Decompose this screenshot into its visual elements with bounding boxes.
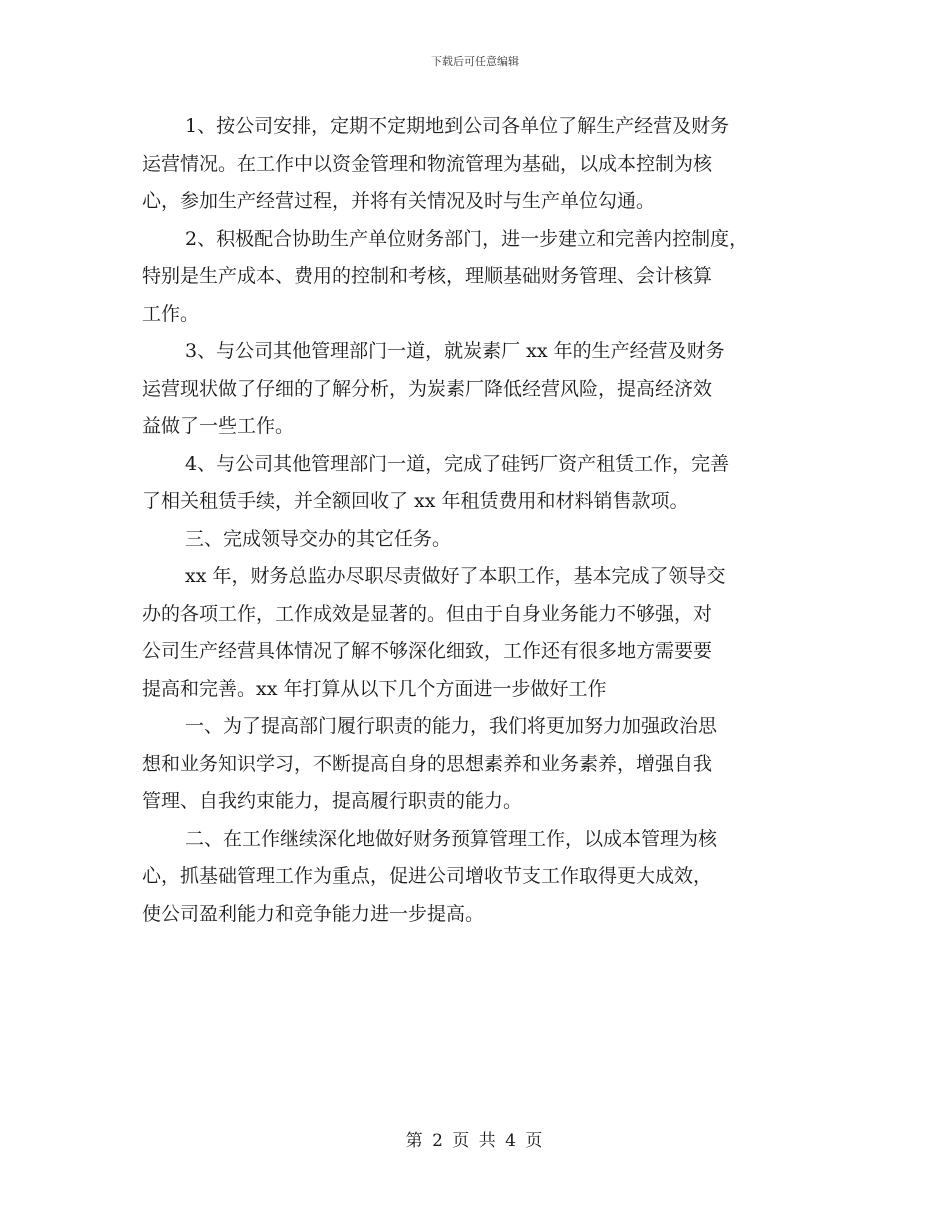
- page-number-footer: 第 2 页 共 4 页: [405, 1131, 545, 1151]
- paragraph-line: 4、与公司其他管理部门一道，完成了硅钙厂资产租赁工作，完善: [185, 452, 730, 475]
- paragraph-line: 办的各项工作，工作成效是显著的。但由于自身业务能力不够强，对: [142, 602, 713, 625]
- paragraph-line: 运营情况。在工作中以资金管理和物流管理为基础，以成本控制为核: [142, 152, 713, 175]
- paragraph-line: 三、完成领导交办的其它任务。: [185, 527, 452, 550]
- paragraph-line: 心，参加生产经营过程，并将有关情况及时与生产单位勾通。: [142, 190, 656, 212]
- paragraph-line: 使公司盈利能力和竞争能力进一步提高。: [142, 902, 485, 925]
- paragraph-2: [142, 221, 822, 334]
- paragraph-line: 运营现状做了仔细的了解分析，为炭素厂降低经营风险，提高经济效: [142, 377, 713, 400]
- paragraph-line: 管理、自我约束能力，提高履行职责的能力。: [142, 790, 523, 812]
- paragraph-plan-1: [142, 708, 822, 821]
- paragraph-line: 益做了一些工作。: [142, 415, 295, 437]
- document-body: [142, 108, 822, 933]
- paragraph-line: 1、按公司安排，定期不定期地到公司各单位了解生产经营及财务: [185, 115, 730, 137]
- paragraph-1: [142, 108, 822, 221]
- paragraph-4: [142, 446, 822, 521]
- paragraph-line: 想和业务知识学习，不断提高自身的思想素养和业务素养，增强自我: [142, 752, 713, 775]
- paragraph-line: 2、积极配合协助生产单位财务部门，进一步建立和完善内控制度，: [185, 227, 749, 250]
- paragraph-plan-2: [142, 821, 822, 934]
- paragraph-line: 3、与公司其他管理部门一道，就炭素厂 xx 年的生产经营及财务: [185, 340, 725, 362]
- paragraph-line: 工作。: [142, 302, 200, 325]
- paragraph-line: 提高和完善。xx 年打算从以下几个方面进一步做好工作: [142, 677, 607, 700]
- paragraph-3: [142, 333, 822, 446]
- page-header: 下载后可任意编辑: [431, 55, 519, 68]
- paragraph-line: xx 年，财务总监办尽职尽责做好了本职工作，基本完成了领导交: [185, 565, 726, 587]
- paragraph-line: 心，抓基础管理工作为重点，促进公司增收节支工作取得更大成效，: [142, 865, 713, 887]
- paragraph-line: 公司生产经营具体情况了解不够深化细致，工作还有很多地方需要要: [142, 640, 713, 662]
- paragraph-line: 特别是生产成本、费用的控制和考核，理顺基础财务管理、会计核算: [142, 265, 713, 287]
- paragraph-line: 一、为了提高部门履行职责的能力，我们将更加努力加强政治思: [185, 715, 718, 737]
- paragraph-line: 了相关租赁手续，并全额回收了 xx 年租赁费用和材料销售款项。: [142, 490, 689, 512]
- paragraph-summary: [142, 558, 822, 708]
- paragraph-line: 二、在工作继续深化地做好财务预算管理工作，以成本管理为核: [185, 827, 718, 850]
- section-heading-3: [142, 521, 822, 559]
